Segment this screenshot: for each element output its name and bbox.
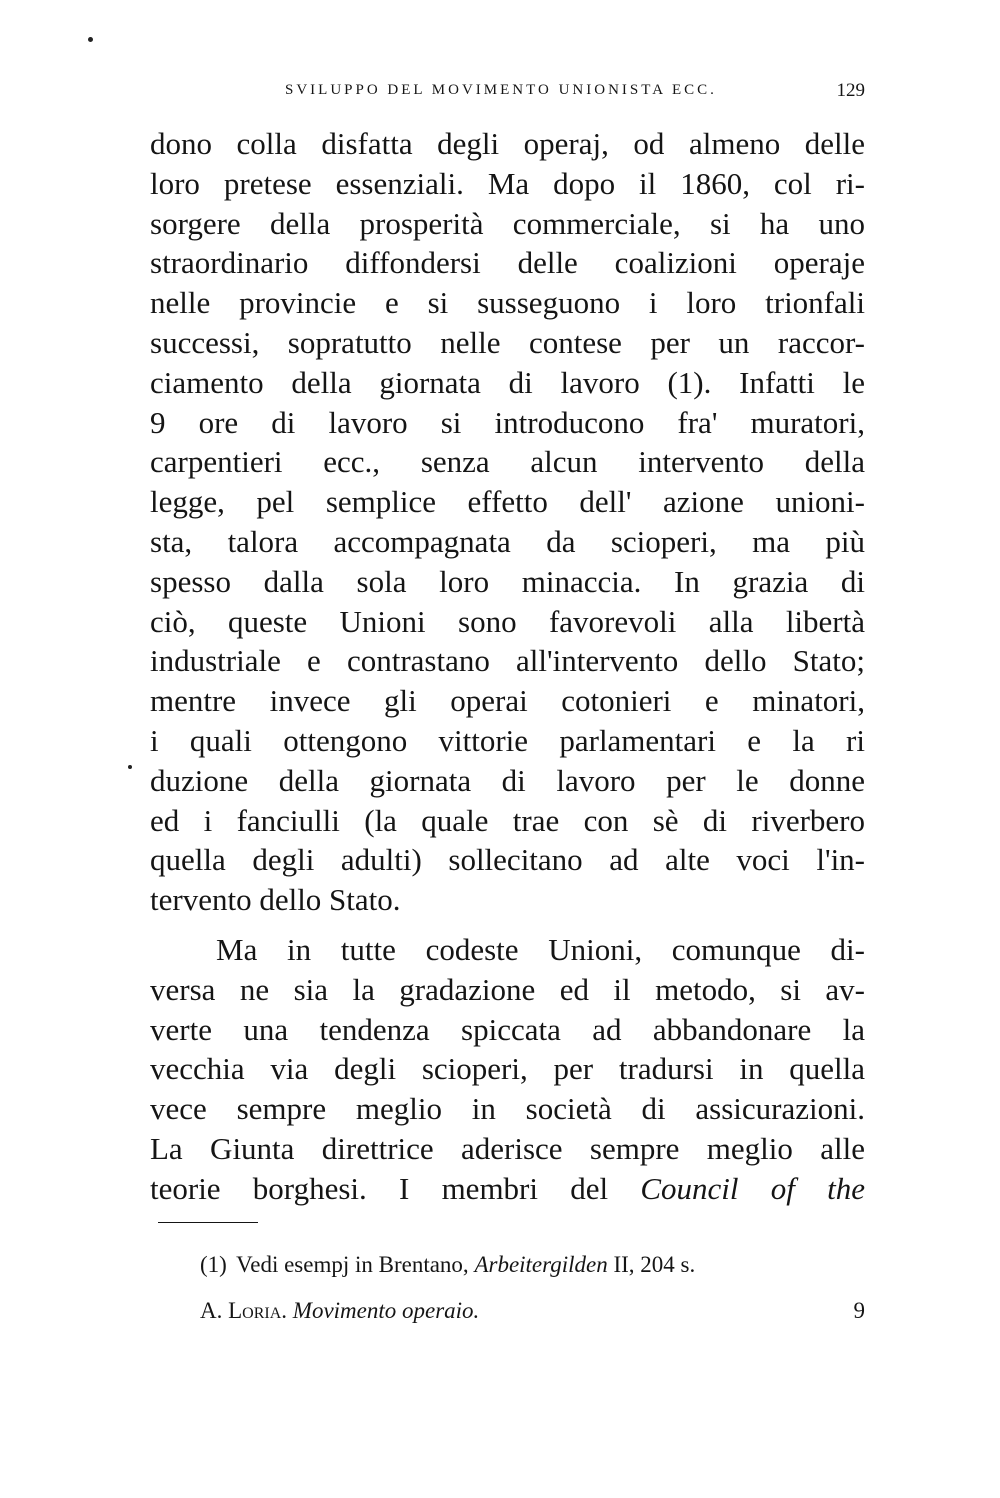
text-line: ed i fanciulli (la quale trae con sè di riverbero bbox=[150, 802, 865, 838]
page-number: 129 bbox=[836, 80, 865, 101]
text-segment: teorie borghesi. I membri del bbox=[150, 1170, 609, 1206]
footnote-text: Vedi esempj in Brentano, bbox=[236, 1252, 469, 1277]
text-line: ciò, queste Unioni sono favorevoli alla libertà bbox=[150, 603, 865, 639]
text-line: duzione della giornata di lavoro per le donne bbox=[150, 762, 865, 798]
footnote-rule bbox=[158, 1222, 258, 1223]
body-text bbox=[150, 124, 865, 1209]
signature-mark: 9 bbox=[853, 1298, 865, 1323]
text-line: tervento dello Stato. bbox=[150, 882, 401, 918]
text-line: Ma in tutte codeste Unioni, comunque di- bbox=[216, 931, 865, 967]
text-line: vecchia via degli scioperi, per tradursi in quella bbox=[150, 1051, 865, 1087]
footnote-italic-title: Arbeitergilden bbox=[474, 1252, 608, 1277]
paragraph bbox=[150, 930, 865, 1209]
text-line: i quali ottengono vittorie parlamentari e la ri bbox=[150, 722, 865, 758]
printer-signature-line bbox=[200, 1296, 865, 1326]
text-line: successi, sopratutto nelle contese per un raccor- bbox=[150, 324, 865, 360]
text-line: nelle provincie e si susseguono i loro trionfali bbox=[150, 285, 865, 321]
signature-author: A. Loria. bbox=[200, 1298, 288, 1323]
page-header bbox=[150, 82, 865, 106]
text-line: 9 ore di lavoro si introducono fra' muratori, bbox=[150, 404, 865, 440]
running-head: SVILUPPO DEL MOVIMENTO UNIONISTA ECC. bbox=[285, 82, 717, 98]
text-line: loro pretese essenziali. Ma dopo il 1860, col ri- bbox=[150, 165, 865, 201]
footnote-text-end: II, 204 s. bbox=[613, 1252, 696, 1277]
text-line: vece sempre meglio in società di assicurazioni. bbox=[150, 1091, 865, 1127]
text-line: carpentieri ecc., senza alcun intervento della bbox=[150, 444, 865, 480]
paragraph bbox=[150, 124, 865, 920]
text-line: sta, talora accompagnata da scioperi, ma più bbox=[150, 523, 865, 559]
footnote-marker: (1) bbox=[200, 1252, 227, 1277]
stray-ink-mark bbox=[128, 765, 132, 769]
stray-ink-mark bbox=[88, 37, 93, 42]
text-line: ciamento della giornata di lavoro (1). Infatti le bbox=[150, 364, 865, 400]
text-line: sorgere della prosperità commerciale, si ha uno bbox=[150, 205, 865, 241]
text-line: legge, pel semplice effetto dell' azione unioni- bbox=[150, 484, 865, 520]
footnote bbox=[200, 1250, 865, 1280]
text-line: verte una tendenza spiccata ad abbandonare la bbox=[150, 1011, 865, 1047]
text-line: spesso dalla sola loro minaccia. In grazia di bbox=[150, 563, 865, 599]
italic-text: Council of the bbox=[640, 1170, 865, 1206]
paragraph-gap bbox=[150, 920, 865, 930]
text-line: industriale e contrastano all'intervento dello Stato; bbox=[150, 643, 865, 679]
text-line: La Giunta direttrice aderisce sempre meglio alle bbox=[150, 1130, 865, 1166]
text-line: versa ne sia la gradazione ed il metodo, si av- bbox=[150, 971, 865, 1007]
text-line: quella degli adulti) sollecitano ad alte voci l'in- bbox=[150, 842, 865, 878]
signature-title: Movimento operaio. bbox=[292, 1298, 480, 1323]
text-line: dono colla disfatta degli operaj, od almeno delle bbox=[150, 126, 865, 161]
text-line-with-italic bbox=[150, 1169, 865, 1209]
text-line: mentre invece gli operai cotonieri e minatori, bbox=[150, 683, 865, 719]
text-line: straordinario diffondersi delle coalizioni operaje bbox=[150, 245, 865, 281]
